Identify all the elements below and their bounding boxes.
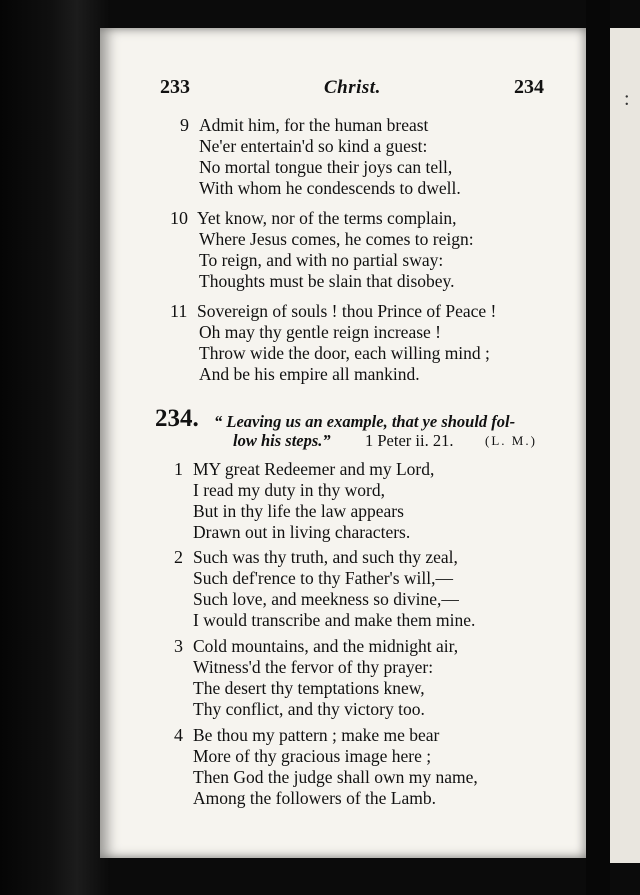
verse-line: Admit him, for the human breast — [199, 115, 429, 135]
verse-line: Where Jesus comes, he comes to reign: — [199, 229, 474, 249]
verse-line: Oh may thy gentle reign increase ! — [199, 322, 441, 342]
verse-line: I read my duty in thy word, — [193, 480, 385, 500]
hymn-epigraph: “ Leaving us an example, that ye should fol- — [214, 412, 516, 431]
right-page-number: 234 — [514, 76, 544, 98]
verse-number: 3 — [174, 636, 183, 656]
verse-line: Witness'd the fervor of thy prayer: — [193, 657, 434, 677]
verse-line: Thy conflict, and thy victory too. — [193, 699, 425, 719]
verse-line: Ne'er entertain'd so kind a guest: — [199, 136, 428, 156]
verse-line: MY great Redeemer and my Lord, — [193, 459, 435, 479]
verse-number: 9 — [180, 115, 189, 135]
verse-line: Yet know, nor of the terms complain, — [197, 208, 457, 228]
verse-line: The desert thy temptations knew, — [193, 678, 425, 698]
verse-line: Such def'rence to thy Father's will,— — [193, 568, 453, 588]
verse-line: Throw wide the door, each willing mind ; — [199, 343, 490, 363]
verse-line: More of thy gracious image here ; — [193, 746, 432, 766]
verse-line: Be thou my pattern ; make me bear — [193, 725, 440, 745]
adjacent-page-mark: : — [624, 88, 630, 110]
book-binding-left — [0, 0, 110, 895]
verse-line: With whom he condescends to dwell. — [199, 178, 461, 198]
adjacent-page-edge — [610, 28, 640, 863]
verse-line: Such love, and meekness so divine,— — [193, 589, 459, 609]
verse-number: 10 — [170, 208, 188, 228]
verse-line: And be his empire all mankind. — [199, 364, 420, 384]
verse-number: 11 — [170, 301, 188, 321]
verse-line: No mortal tongue their joys can tell, — [199, 157, 453, 177]
hymn-number: 234. — [155, 405, 199, 432]
verse-line: I would transcribe and make them mine. — [193, 610, 476, 630]
hymn-epigraph: low his steps.” — [233, 431, 331, 450]
verse-number: 2 — [174, 547, 183, 567]
verse-line: Drawn out in living characters. — [193, 522, 411, 542]
book-gutter — [586, 0, 610, 895]
verse-line: Then God the judge shall own my name, — [193, 767, 478, 787]
scripture-reference: 1 Peter ii. 21. — [365, 431, 454, 450]
hymn-meter: (L. M.) — [485, 433, 537, 448]
verse-line: Such was thy truth, and such thy zeal, — [193, 547, 458, 567]
verse-line: Sovereign of souls ! thou Prince of Peace ! — [197, 301, 497, 321]
verse-line: Thoughts must be slain that disobey. — [199, 271, 455, 291]
verse-number: 4 — [174, 725, 183, 745]
verse-line: Among the followers of the Lamb. — [193, 788, 437, 808]
verse-line: But in thy life the law appears — [193, 501, 404, 521]
verse-line: Cold mountains, and the midnight air, — [193, 636, 459, 656]
verse-line: To reign, and with no partial sway: — [199, 250, 444, 270]
book-page — [100, 28, 586, 858]
running-title: Christ. — [324, 77, 381, 98]
left-page-number: 233 — [160, 76, 190, 98]
verse-number: 1 — [174, 459, 183, 479]
